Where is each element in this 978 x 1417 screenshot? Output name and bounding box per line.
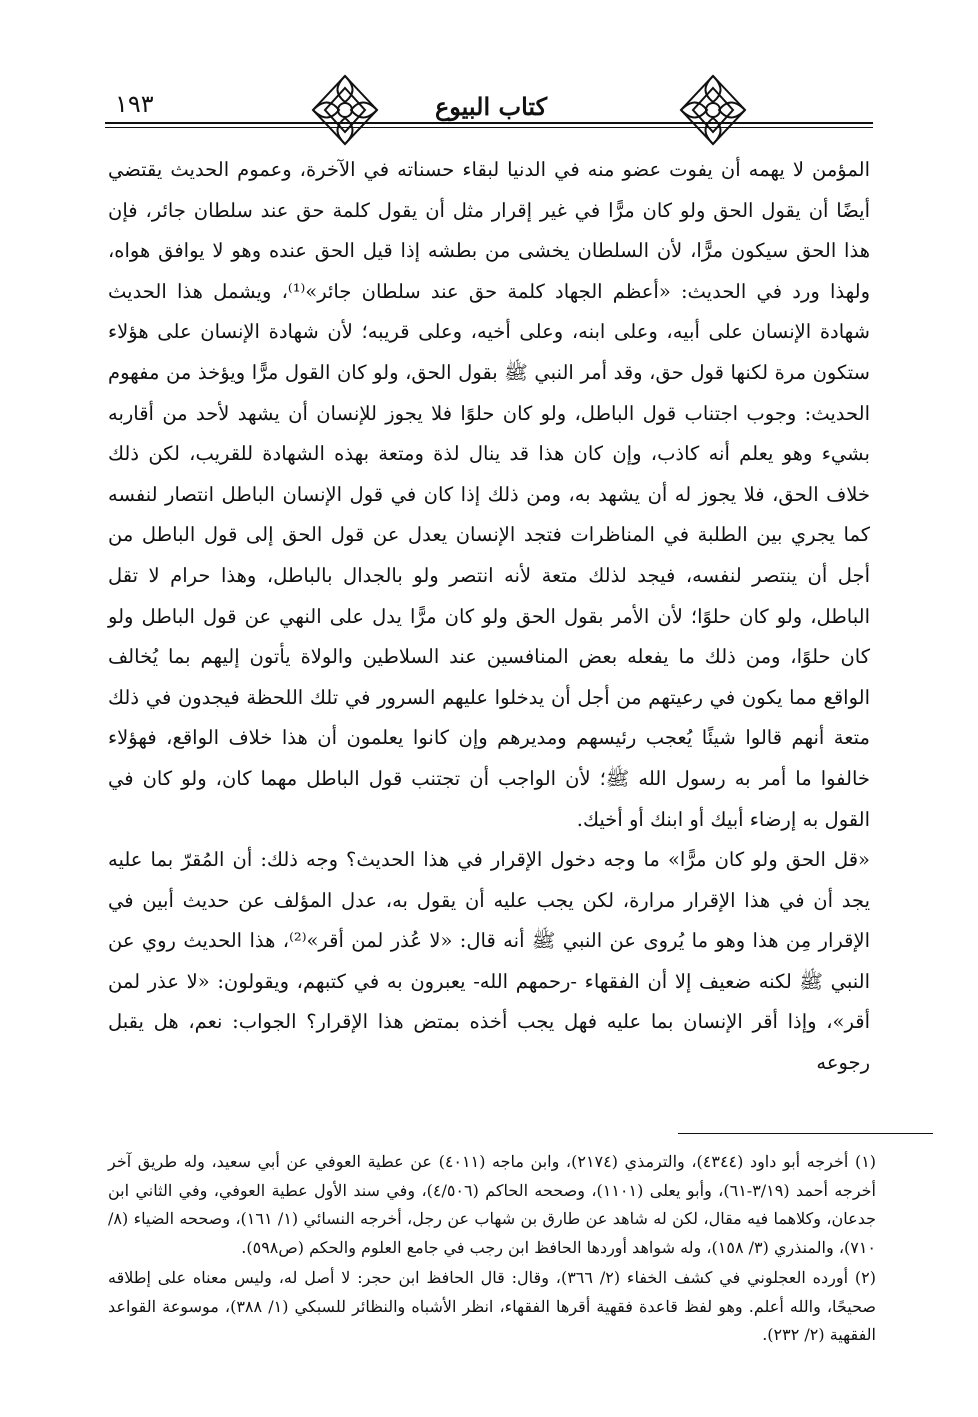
chapter-title: كتاب البيوع xyxy=(385,92,597,121)
body-paragraph-2: «قل الحق ولو كان مرًّا» ما وجه دخول الإقرار في هذا الحديث؟ وجه ذلك: أن المُقرّ بما عليه يجد أن في هذا الإقرار مرارة، لكن يجب عليه أن يقول به، عدل المؤلف عن حديث أبين في الإقرار مِن هذا وهو ما يُروى عن النبي ﷺ أنه قال: «لا عُذر لمن أقر»⁽²⁾، هذا الحديث روي عن النبي ﷺ لكنه ضعيف إلا أن الفقهاء -رحمهم الله- يعبرون به في كتبهم، ويقولون: «لا عذر لمن أقر»، وإذا أقر الإنسان بما عليه فهل يجب أخذه بمتض هذا الإقرار؟ الجواب: نعم، هل يقبل رجوعه xyxy=(108,848,870,1075)
ornament-right-icon xyxy=(673,72,753,148)
page-header xyxy=(105,72,873,152)
ornament-left-icon xyxy=(305,72,385,148)
footnote-1: (١) أخرجه أبو داود (٤٣٤٤)، والترمذي (٢١٧٤)، وابن ماجه (٤٠١١) عن عطية العوفي عن أبي سعيد، وله طريق آخر أخرجه أحمد (٣/١٩-٦١)، وأبو يعلى (١١٠١)، وصححه الحاكم (٤/٥٠٦)، وفي سند الأول عطية العوفي، وفي الثاني ابن جدعان، وكلاهما فيه مقال، لكن له شاهد عن طارق بن شهاب عن رجل، أخرجه النسائي (١/ ١٦١)، وصححه الضياء (٨/ ٧١٠)، والمنذري (٣/ ١٥٨)، وله شواهد أوردها الحافظ ابن رجب في جامع العلوم والحكم (ص٥٩٨). xyxy=(108,1152,877,1257)
header-rule xyxy=(105,122,873,128)
footnote-separator xyxy=(678,1133,933,1134)
footnote-2: (٢) أورده العجلوني في كشف الخفاء (٢/ ٣٦٦)، وقال: قال الحافظ ابن حجر: لا أصل له، وليس معناه على إطلاقه صحيحًا، والله أعلم. وهو لفظ قاعدة فقهية أقرها الفقهاء، انظر الأشباه والنظائر للسبكي (١/ ٣٨٨)، موسوعة القواعد الفقهية (٢/ ٢٣٢). xyxy=(108,1268,877,1344)
page-number: ١٩٣ xyxy=(115,90,154,118)
footnotes xyxy=(108,1148,876,1352)
main-text xyxy=(108,150,870,1084)
body-paragraph-1: المؤمن لا يهمه أن يفوت عضو منه في الدنيا لبقاء حسناته في الآخرة، وعموم الحديث يقتضي أيضًا أن يقول الحق ولو كان مرًّا في غير إقرار مثل أن يقول كلمة حق عند سلطان جائر، فإن هذا الحق سيكون مرًّا، لأن السلطان يخشى من بطشه إذا قيل الحق عنده وهو لا يوافق هواه، ولهذا ورد في الحديث: «أعظم الجهاد كلمة حق عند سلطان جائر»⁽¹⁾، ويشمل هذا الحديث شهادة الإنسان على أبيه، وعلى ابنه، وعلى أخيه، وعلى قريبه؛ لأن شهادة الإنسان على هؤلاء ستكون مرة لكنها قول حق، وقد أمر النبي ﷺ بقول الحق، ولو كان القول مرًّا ويؤخذ من مفهوم الحديث: وجوب اجتناب قول الباطل، ولو كان حلوًا فلا يجوز للإنسان أن يشهد لأحد من أقاربه بشيء وهو يعلم أنه كاذب، وإن كان هذا قد ينال لذة ومتعة بهذه الشهادة للقريب، لكن ذلك خلاف الحق، فلا يجوز له أن يشهد به، ومن ذلك إذا كان في قول الإنسان الباطل انتصار لنفسه كما يجري بين الطلبة في المناظرات فتجد الإنسان يعدل عن قول الحق إلى قول الباطل من أجل أن ينتصر لنفسه، فيجد لذلك متعة لأنه انتصر ولو بالجدال بالباطل، وهذا حرام لا تقل الباطل، ولو كان حلوًا؛ لأن الأمر بقول الحق ولو كان مرًّا يدل على النهي عن قول الباطل ولو كان حلوًا، ومن ذلك ما يفعله بعض المنافسين عند السلاطين والولاة يأتون إليهم بما يُخالف الواقع مما يكون في رعيتهم من أجل أن يدخلوا عليهم السرور في تلك اللحظة فيجدون في ذلك متعة أنهم قالوا شيئًا يُعجب رئيسهم ومديرهم وإن كانوا يعلمون أن هذا خلاف الواقع، فهؤلاء خالفوا ما أمر به رسول الله ﷺ؛ لأن الواجب أن تجتنب قول الباطل مهما كان، ولو كان في القول به إرضاء أبيك أو ابنك أو أخيك. xyxy=(108,158,871,831)
